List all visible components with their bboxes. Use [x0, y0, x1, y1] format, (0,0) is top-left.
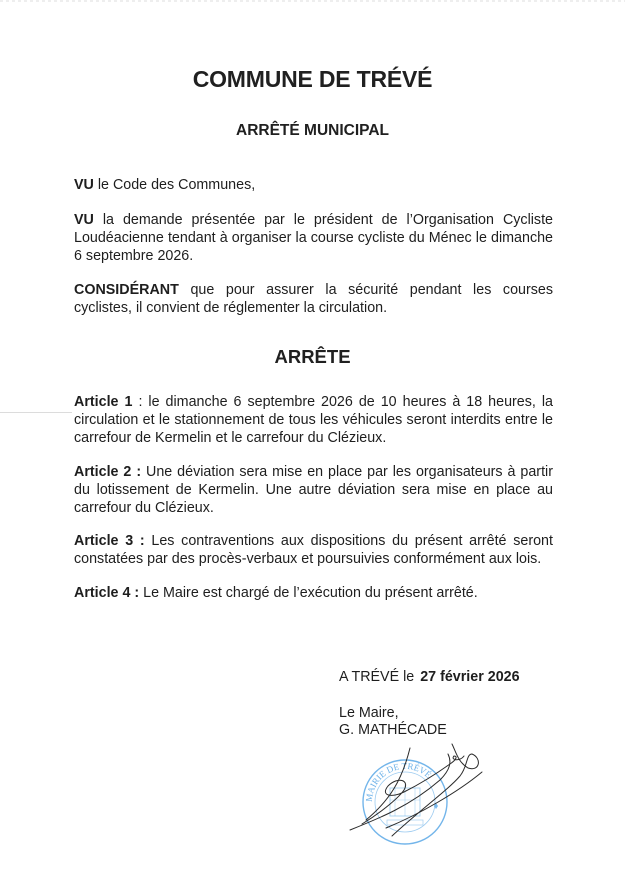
consideration-lead: VU — [74, 177, 94, 193]
article-sep: : — [132, 394, 149, 410]
commune-title: COMMUNE DE TRÉVÉ — [192, 66, 433, 92]
article-3 — [74, 532, 553, 568]
decision-heading: ARRÊTE — [274, 346, 351, 367]
scan-artifact-top — [0, 0, 625, 2]
article-lead: Article 4 : — [74, 585, 140, 601]
consideration-text: le Code des Communes, — [93, 177, 256, 193]
article-lead: Article 1 — [74, 394, 133, 410]
mayor-role: Le Maire, — [339, 705, 399, 721]
mayor-stamp-and-signature — [340, 740, 510, 850]
article-2 — [74, 463, 553, 517]
document-type: ARRÊTÉ MUNICIPAL — [236, 122, 389, 139]
article-4 — [74, 584, 553, 602]
article-text: Les contraventions aux dispositions du présent arrêté seront constatées par des procès-verbaux et poursuivies conformément aux lois. — [74, 533, 553, 567]
consideration-3 — [74, 281, 553, 317]
scan-artifact-line — [0, 412, 72, 413]
consideration-2 — [74, 211, 553, 265]
article-lead: Article 2 : — [74, 464, 142, 480]
official-stamp-icon — [363, 760, 447, 844]
consideration-text: que pour assurer la sécurité pendant les courses cyclistes, il convient de réglementer la circulation. — [74, 282, 553, 316]
consideration-1 — [74, 176, 553, 194]
article-1 — [74, 393, 553, 447]
stamp-text: MAIRIE DE TRÉVÉ — [363, 760, 434, 803]
article-text: le dimanche 6 septembre 2026 de 10 heures à 18 heures, la circulation et le stationnement de tous les véhicules seront interdits entre le carrefour de Kermelin et le carrefour du Clézieux. — [74, 394, 553, 446]
consideration-text: la demande présentée par le président de l’Organisation Cycliste Loudéacienne tendant à organiser la course cycliste du Ménec le dimanche 6 septembre 2026. — [74, 212, 553, 264]
place-prefix: A TRÉVÉ le — [339, 669, 419, 685]
mayor-name: G. MATHÉCADE — [339, 722, 447, 738]
place-date-line — [339, 668, 520, 686]
article-lead: Article 3 : — [74, 533, 145, 549]
consideration-lead: VU — [74, 212, 94, 228]
signature-date: 27 février 2026 — [420, 669, 520, 685]
article-text: Une déviation sera mise en place par les organisateurs à partir du lotissement de Kermelin. Une autre déviation sera mise en place au carrefour du Clézieux. — [74, 464, 553, 516]
article-text: Le Maire est chargé de l’exécution du présent arrêté. — [143, 585, 478, 601]
consideration-lead: CONSIDÉRANT — [74, 282, 179, 298]
